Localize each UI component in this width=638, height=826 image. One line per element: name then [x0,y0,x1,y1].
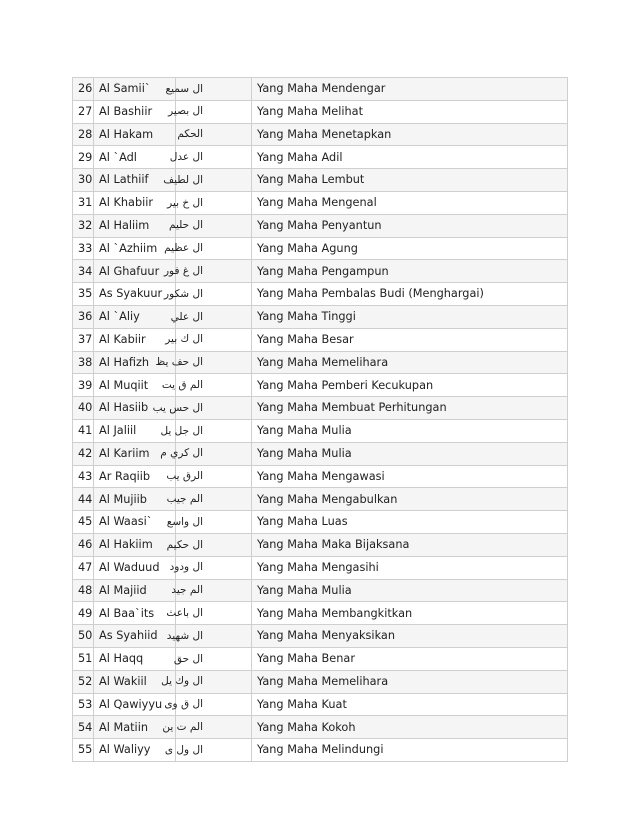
table-row [73,647,568,670]
table-row [73,465,568,488]
latin-name-cell: Al Mujiib [94,488,176,511]
row-number-cell: 32 [73,214,94,237]
row-number-cell: 52 [73,670,94,693]
meaning-cell: Yang Maha Melindungi [252,739,568,762]
arabic-name-cell: ال حس يب [176,397,252,420]
row-number-cell: 36 [73,305,94,328]
latin-name-cell: Al Jaliil [94,419,176,442]
row-number-cell: 45 [73,511,94,534]
latin-name-cell: Al `Azhiim [94,237,176,260]
table-row [73,511,568,534]
arabic-name-cell: ال حق [176,647,252,670]
row-number-cell: 31 [73,191,94,214]
meaning-cell: Yang Maha Mulia [252,442,568,465]
table-row [73,305,568,328]
row-number-cell: 48 [73,579,94,602]
arabic-name-cell: ال عظيم [176,237,252,260]
meaning-cell: Yang Maha Tinggi [252,305,568,328]
table-row [73,397,568,420]
meaning-cell: Yang Maha Menyaksikan [252,625,568,648]
row-number-cell: 28 [73,123,94,146]
arabic-name-cell: ال علي [176,305,252,328]
arabic-name-cell: ال كري م [176,442,252,465]
latin-name-cell: Al Waliyy [94,739,176,762]
arabic-name-cell: ال ق وى [176,693,252,716]
meaning-cell: Yang Maha Memelihara [252,351,568,374]
arabic-name-cell: الم جيب [176,488,252,511]
meaning-cell: Yang Maha Mengabulkan [252,488,568,511]
meaning-cell: Yang Maha Penyantun [252,214,568,237]
latin-name-cell: Al Waasi` [94,511,176,534]
row-number-cell: 46 [73,533,94,556]
row-number-cell: 54 [73,716,94,739]
meaning-cell: Yang Maha Benar [252,647,568,670]
latin-name-cell: Al Haliim [94,214,176,237]
meaning-cell: Yang Maha Menetapkan [252,123,568,146]
latin-name-cell: Al Khabiir [94,191,176,214]
latin-name-cell: Al Ghafuur [94,260,176,283]
row-number-cell: 42 [73,442,94,465]
table-row [73,419,568,442]
table-row [73,123,568,146]
arabic-name-cell: ال غ فور [176,260,252,283]
latin-name-cell: Al Hafizh [94,351,176,374]
row-number-cell: 51 [73,647,94,670]
arabic-name-cell: الم جيد [176,579,252,602]
arabic-name-cell: الم ق يت [176,374,252,397]
table-row [73,625,568,648]
latin-name-cell: As Syahiid [94,625,176,648]
meaning-cell: Yang Maha Mengawasi [252,465,568,488]
arabic-name-cell: ال عدل [176,146,252,169]
latin-name-cell: Al Bashiir [94,100,176,123]
table-row [73,579,568,602]
table-row [73,237,568,260]
latin-name-cell: Al Hakiim [94,533,176,556]
names-table [72,77,568,762]
latin-name-cell: Al Waduud [94,556,176,579]
latin-name-cell: Al Hakam [94,123,176,146]
latin-name-cell: Al `Adl [94,146,176,169]
latin-name-cell: Al Qawiyyu [94,693,176,716]
row-number-cell: 27 [73,100,94,123]
row-number-cell: 40 [73,397,94,420]
arabic-name-cell: ال بصير [176,100,252,123]
row-number-cell: 30 [73,169,94,192]
table-row [73,78,568,101]
row-number-cell: 33 [73,237,94,260]
arabic-name-cell: ال شهيد [176,625,252,648]
row-number-cell: 43 [73,465,94,488]
latin-name-cell: Ar Raqiib [94,465,176,488]
arabic-name-cell: ال سميع [176,78,252,101]
table-row [73,374,568,397]
meaning-cell: Yang Maha Lembut [252,169,568,192]
row-number-cell: 29 [73,146,94,169]
latin-name-cell: Al Majiid [94,579,176,602]
meaning-cell: Yang Maha Memelihara [252,670,568,693]
latin-name-cell: Al Muqiit [94,374,176,397]
arabic-name-cell: ال حف يظ [176,351,252,374]
meaning-cell: Yang Maha Mulia [252,579,568,602]
meaning-cell: Yang Maha Mendengar [252,78,568,101]
row-number-cell: 47 [73,556,94,579]
meaning-cell: Yang Maha Luas [252,511,568,534]
meaning-cell: Yang Maha Mulia [252,419,568,442]
table-row [73,214,568,237]
arabic-name-cell: ال ك بير [176,328,252,351]
row-number-cell: 55 [73,739,94,762]
arabic-name-cell: ال باعث [176,602,252,625]
table-row [73,191,568,214]
arabic-name-cell: الم ت ين [176,716,252,739]
meaning-cell: Yang Maha Pengampun [252,260,568,283]
row-number-cell: 39 [73,374,94,397]
arabic-name-cell: ال شكور [176,283,252,306]
row-number-cell: 34 [73,260,94,283]
meaning-cell: Yang Maha Adil [252,146,568,169]
table-row [73,100,568,123]
latin-name-cell: Al Samii` [94,78,176,101]
table-row [73,533,568,556]
meaning-cell: Yang Maha Kokoh [252,716,568,739]
table-row [73,602,568,625]
table-row [73,670,568,693]
arabic-name-cell: ال جل يل [176,419,252,442]
latin-name-cell: Al Baa`its [94,602,176,625]
row-number-cell: 38 [73,351,94,374]
table-row [73,169,568,192]
arabic-name-cell: ال حليم [176,214,252,237]
latin-name-cell: Al Hasiib [94,397,176,420]
meaning-cell: Yang Maha Maka Bijaksana [252,533,568,556]
arabic-name-cell: ال وك يل [176,670,252,693]
table-row [73,283,568,306]
arabic-name-cell: ال ول ى [176,739,252,762]
table-row [73,716,568,739]
meaning-cell: Yang Maha Pembalas Budi (Menghargai) [252,283,568,306]
meaning-cell: Yang Maha Membuat Perhitungan [252,397,568,420]
row-number-cell: 53 [73,693,94,716]
latin-name-cell: Al Wakiil [94,670,176,693]
table-row [73,739,568,762]
meaning-cell: Yang Maha Melihat [252,100,568,123]
names-table-body [73,78,568,762]
latin-name-cell: Al Lathiif [94,169,176,192]
arabic-name-cell: ال ودود [176,556,252,579]
meaning-cell: Yang Maha Mengasihi [252,556,568,579]
row-number-cell: 44 [73,488,94,511]
latin-name-cell: Al Haqq [94,647,176,670]
latin-name-cell: Al Kariim [94,442,176,465]
arabic-name-cell: ال حكيم [176,533,252,556]
table-row [73,351,568,374]
table-row [73,693,568,716]
meaning-cell: Yang Maha Mengenal [252,191,568,214]
row-number-cell: 41 [73,419,94,442]
meaning-cell: Yang Maha Besar [252,328,568,351]
table-row [73,260,568,283]
meaning-cell: Yang Maha Pemberi Kecukupan [252,374,568,397]
row-number-cell: 37 [73,328,94,351]
latin-name-cell: Al Kabiir [94,328,176,351]
latin-name-cell: Al `Aliy [94,305,176,328]
arabic-name-cell: ال واسع [176,511,252,534]
row-number-cell: 49 [73,602,94,625]
table-row [73,442,568,465]
arabic-name-cell: ال خ بير [176,191,252,214]
arabic-name-cell: الرق يب [176,465,252,488]
latin-name-cell: As Syakuur [94,283,176,306]
table-row [73,488,568,511]
meaning-cell: Yang Maha Membangkitkan [252,602,568,625]
arabic-name-cell: الحكم [176,123,252,146]
meaning-cell: Yang Maha Kuat [252,693,568,716]
arabic-name-cell: ال لطيف [176,169,252,192]
meaning-cell: Yang Maha Agung [252,237,568,260]
latin-name-cell: Al Matiin [94,716,176,739]
row-number-cell: 35 [73,283,94,306]
table-row [73,556,568,579]
table-row [73,328,568,351]
table-row [73,146,568,169]
row-number-cell: 50 [73,625,94,648]
row-number-cell: 26 [73,78,94,101]
